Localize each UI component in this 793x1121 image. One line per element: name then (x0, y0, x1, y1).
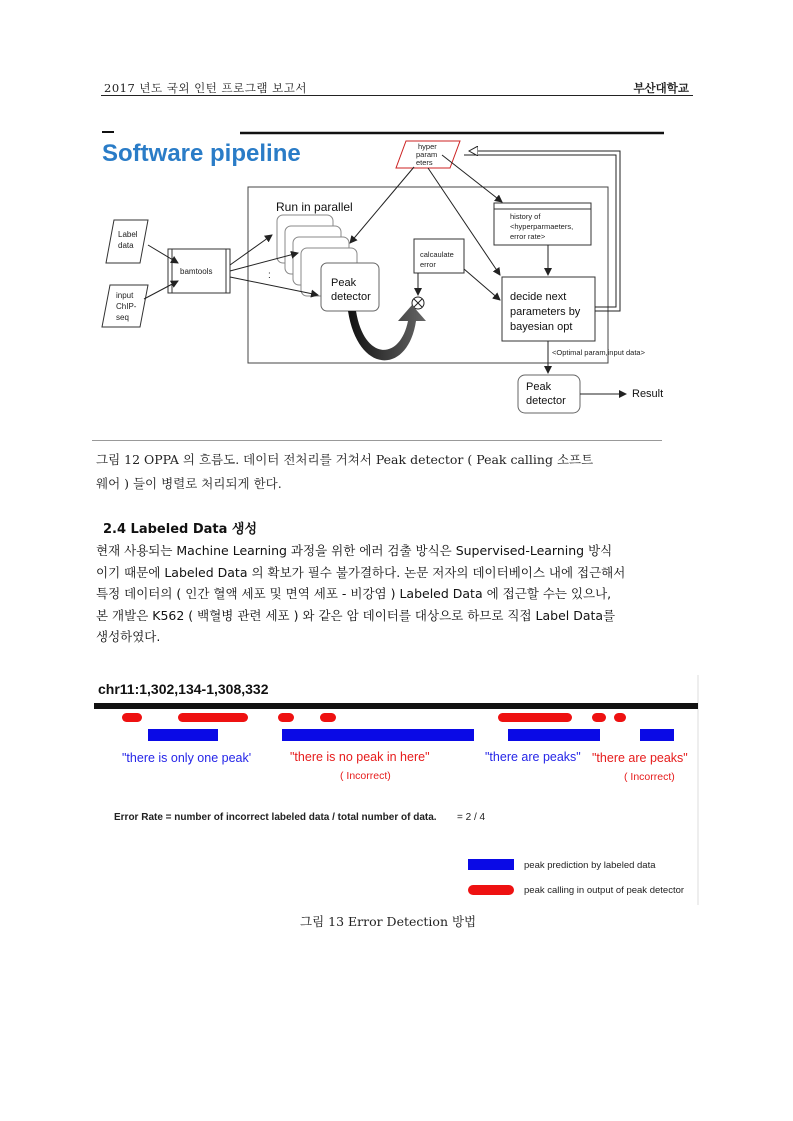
peak-call-red (320, 713, 336, 722)
error-rate-value: = 2 / 4 (457, 812, 486, 823)
genome-coordinate: chr11:1,302,134-1,308,332 (98, 681, 269, 697)
legend-blue-label: peak prediction by labeled data (524, 860, 656, 871)
peak-call-red (278, 713, 294, 722)
input-chipseq-line2: ChIP- (116, 302, 137, 311)
decide-params-line2: parameters by (510, 306, 581, 318)
paragraph-line-2: 이기 때문에 Labeled Data 의 확보가 필수 불가결하다. 논문 저자의 데이터베이스 내에 접근해서 (96, 564, 626, 580)
error-rate-formula: Error Rate = number of incorrect labeled data / total number of data. (114, 812, 437, 823)
decide-params-line3: bayesian opt (510, 321, 573, 333)
final-peak-detector-line1: Peak (526, 381, 552, 393)
paragraph-line-5: 생성하였다. (96, 629, 161, 644)
ellipsis-colon: : (268, 270, 271, 281)
section-heading: 2.4 Labeled Data 생성 (103, 522, 258, 537)
label-no-peak: "there is no peak in here" (290, 750, 430, 764)
label-there-are-peaks-1: "there are peaks" (485, 750, 581, 764)
input-chipseq-line1: input (116, 291, 134, 300)
peak-detector-line2: detector (331, 291, 371, 303)
history-line3: error rate> (510, 232, 546, 241)
peak-label-blue (508, 729, 600, 741)
figure12-caption-line2: 웨어 ) 들이 병렬로 처리되게 한다. (96, 476, 282, 491)
final-peak-detector-line2: detector (526, 395, 566, 407)
peak-call-red (592, 713, 606, 722)
incorrect-tag-2: ( Incorrect) (624, 771, 675, 783)
peak-call-red (614, 713, 626, 722)
legend-blue-swatch (468, 859, 514, 870)
bamtools-label: bamtools (180, 267, 213, 276)
peak-call-red (178, 713, 248, 722)
hyperparameters-line2: param (416, 150, 438, 159)
figure12-caption-line1: 그림 12 OPPA 의 흐름도. 데이터 전처리를 거쳐서 Peak detector ( Peak calling 소프트 (96, 452, 594, 467)
peak-call-red (122, 713, 142, 722)
peak-detector-line1: Peak (331, 277, 357, 289)
pipeline-title: Software pipeline (102, 140, 301, 167)
history-line2: <hyperparmaeters, (510, 222, 574, 231)
peak-call-red (498, 713, 572, 722)
peak-label-blue (148, 729, 218, 741)
legend-red-label: peak calling in output of peak detector (524, 885, 685, 896)
calculate-error-line2: error (420, 260, 436, 269)
label-data-line2: data (118, 241, 134, 250)
error-detection-figure (92, 675, 700, 905)
history-line1: history of (510, 212, 541, 221)
calculate-error-line1: calcaulate (420, 250, 454, 259)
section-paragraph (96, 540, 696, 648)
software-pipeline-figure (92, 125, 672, 435)
label-there-are-peaks-2: "there are peaks" (592, 751, 688, 765)
label-only-one-peak: "there is only one peak' (122, 751, 252, 765)
decide-params-line1: decide next (510, 291, 567, 303)
optimal-param-label: <Optimal param,input data> (552, 348, 645, 357)
figure12-caption (96, 448, 696, 496)
label-data-line1: Label (118, 230, 138, 239)
header-rule (101, 95, 693, 96)
figure12-bottom-rule (92, 440, 662, 441)
run-in-parallel-label: Run in parallel (276, 200, 353, 214)
peak-label-blue (640, 729, 674, 741)
header-title: 2017 년도 국외 인턴 프로그램 보고서 (104, 81, 307, 95)
input-chipseq-line3: seq (116, 313, 129, 322)
genome-track (94, 703, 698, 709)
peak-label-blue (282, 729, 474, 741)
legend-red-swatch (468, 885, 514, 895)
incorrect-tag-1: ( Incorrect) (340, 770, 391, 782)
paragraph-line-4: 본 개발은 K562 ( 백혈병 관련 세포 ) 와 같은 암 데이터를 대상으로 하므로 직접 Label Data를 (96, 607, 616, 623)
result-label: Result (632, 388, 664, 400)
figure13-caption: 그림 13 Error Detection 방법 (300, 914, 477, 929)
paragraph-line-1: 현재 사용되는 Machine Learning 과정을 위한 에러 검출 방식은 Supervised-Learning 방식 (96, 543, 613, 558)
paragraph-line-3: 특정 데이터의 ( 인간 혈액 세포 및 면역 세포 - 비강염 ) Labeled Data 에 접근할 수는 있으나, (96, 586, 612, 601)
header-university: 부산대학교 (633, 81, 689, 95)
hyperparameters-line1: hyper (418, 142, 437, 151)
hyperparameters-line3: eters (416, 158, 433, 167)
